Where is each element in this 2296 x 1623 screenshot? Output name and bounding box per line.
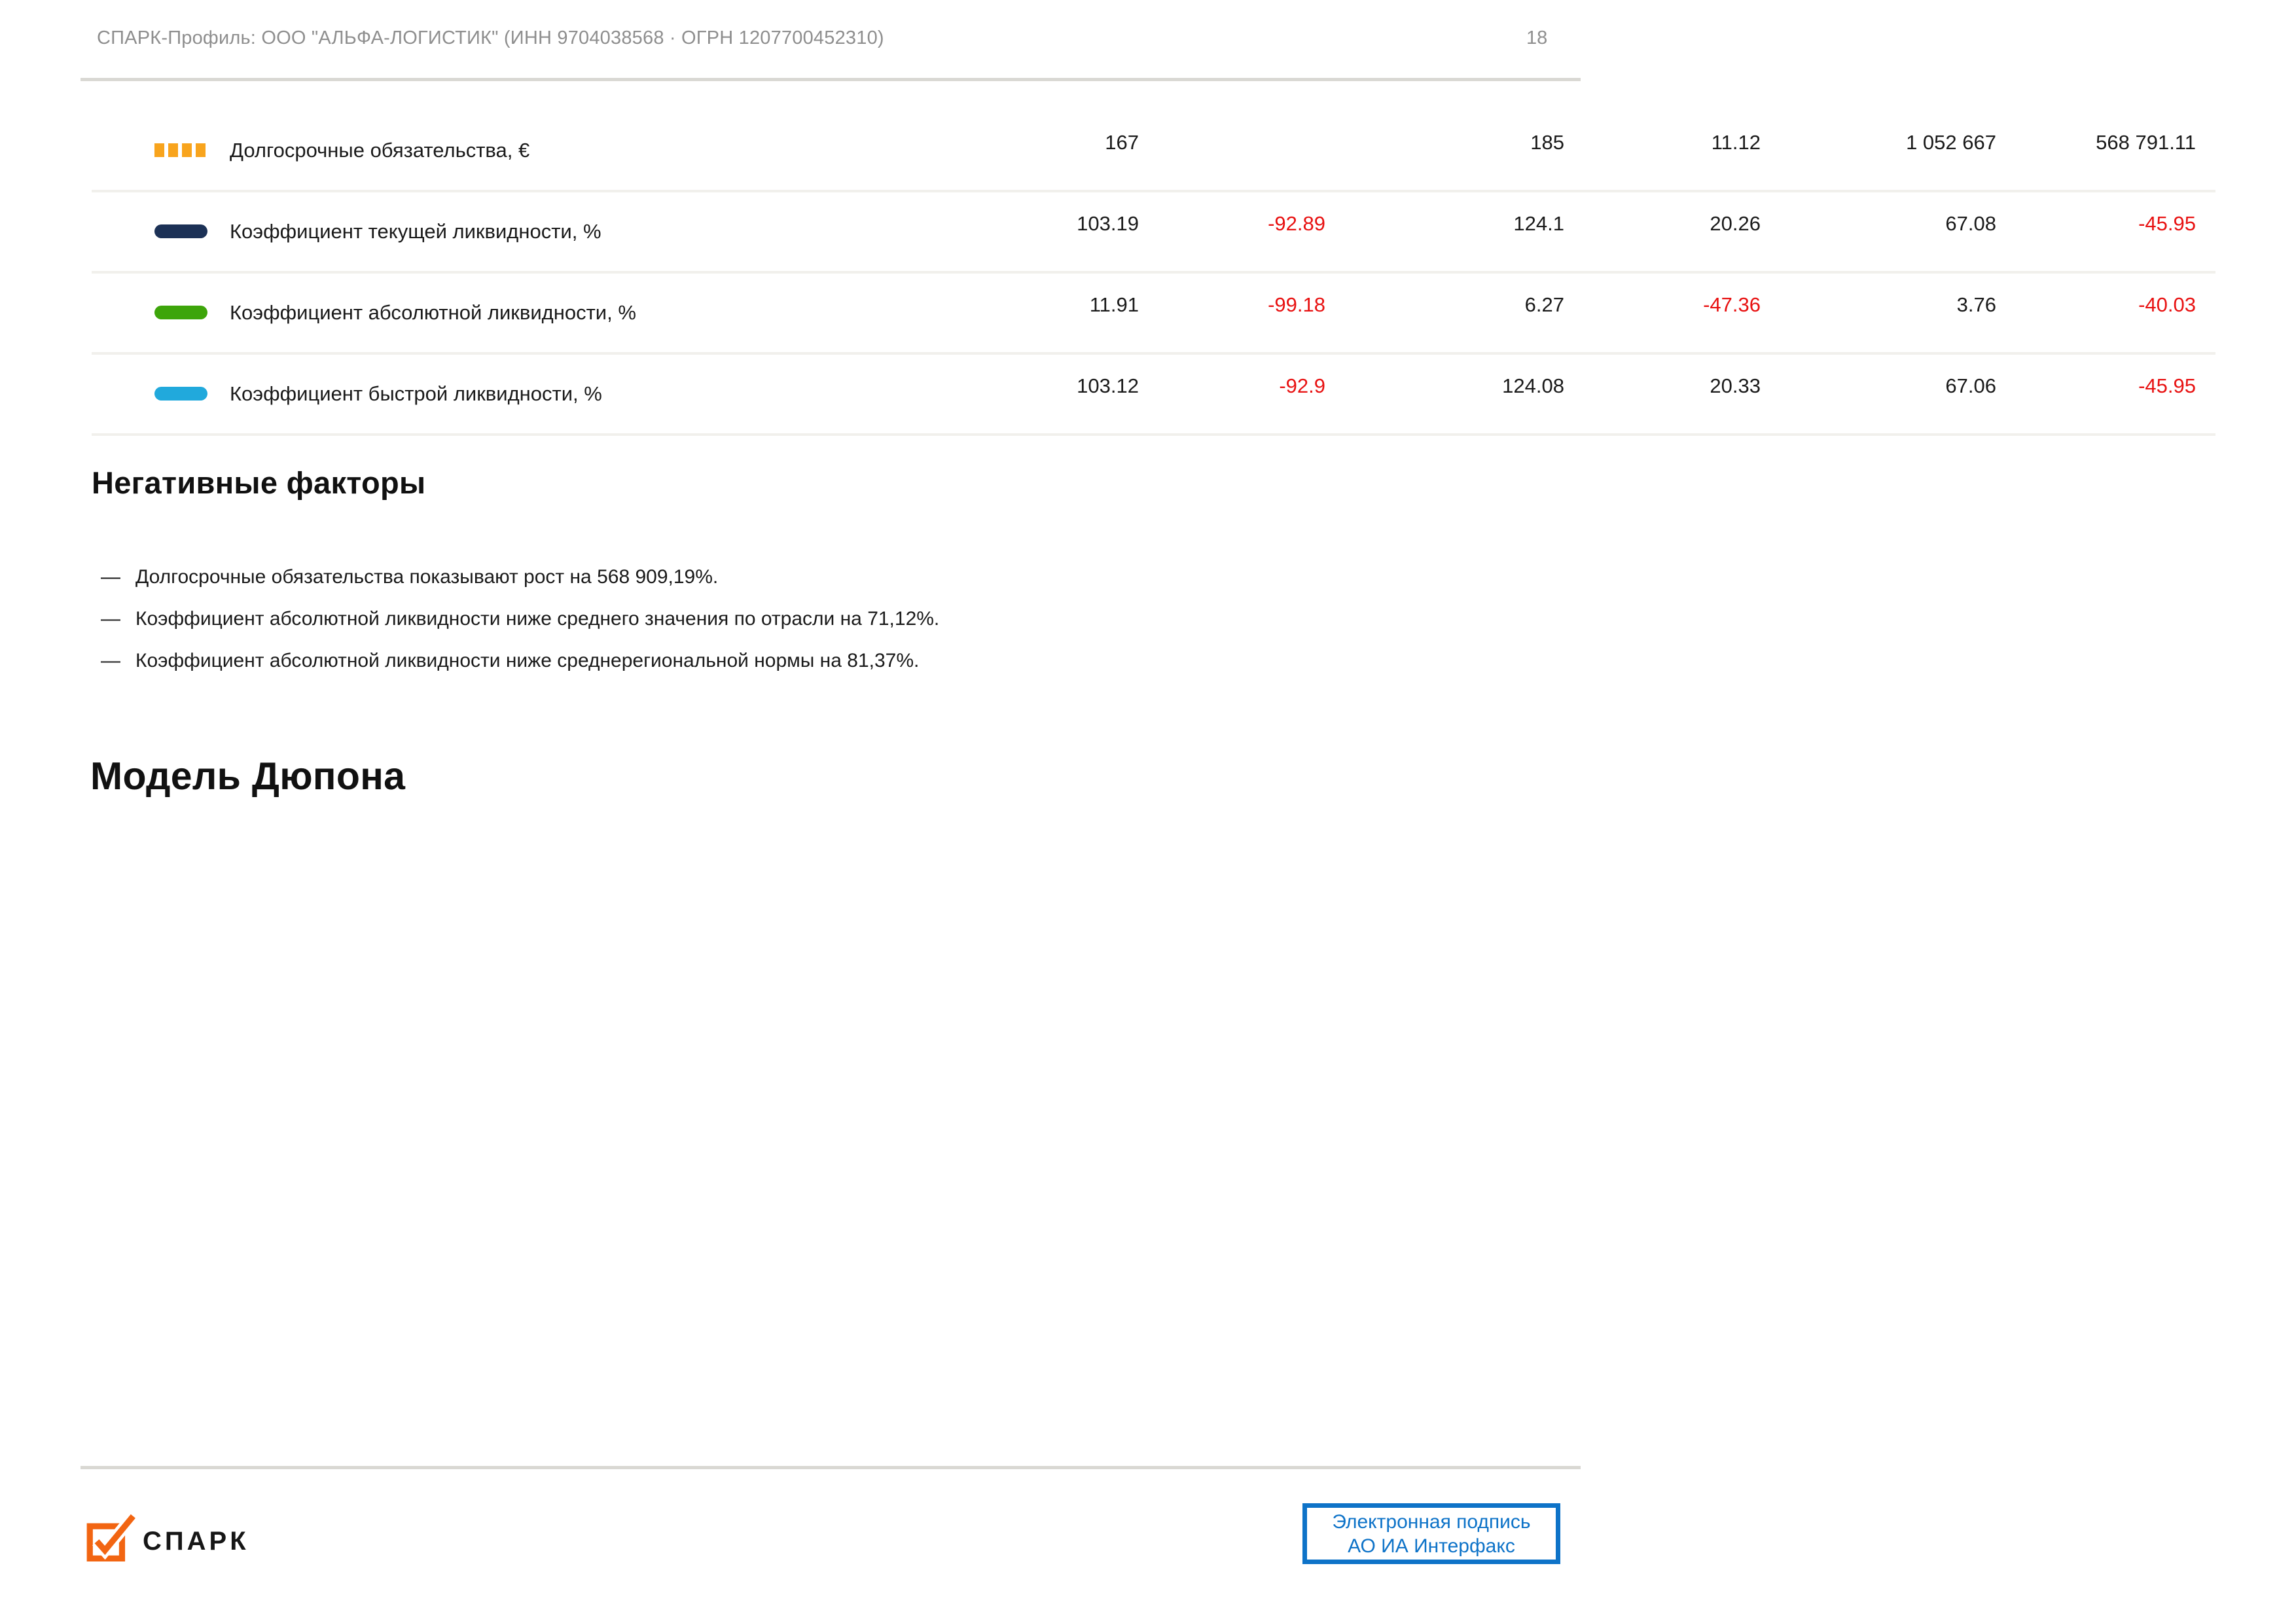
- value-cell: 103.12: [1077, 374, 1139, 397]
- electronic-signature-stamp: [1302, 1503, 1560, 1564]
- value-cell: -45.95: [2138, 374, 2196, 397]
- table-row: [92, 192, 2215, 274]
- value-cell: 20.33: [1710, 374, 1761, 397]
- dash-bullet-icon: —: [101, 650, 120, 671]
- negative-factors-list: [92, 556, 939, 682]
- table-row: [92, 355, 2215, 436]
- list-item: [92, 598, 939, 640]
- table-row: [92, 274, 2215, 355]
- legend-dashed-line-icon: [154, 143, 207, 157]
- row-label: Долгосрочные обязательства, €: [230, 139, 530, 162]
- signature-line: АО ИА Интерфакс: [1348, 1535, 1515, 1557]
- value-cell: 124.1: [1513, 212, 1564, 235]
- value-cell: 67.06: [1945, 374, 1996, 397]
- row-label: Коэффициент текущей ликвидности, %: [230, 220, 601, 243]
- signature-line: Электронная подпись: [1332, 1510, 1531, 1533]
- table-row: [92, 111, 2215, 192]
- legend-line-icon: [154, 224, 207, 238]
- header-divider: [81, 78, 1581, 81]
- list-item: [92, 640, 939, 682]
- value-cell: 568 791.11: [2096, 131, 2196, 154]
- value-cell: 67.08: [1945, 212, 1996, 235]
- legend-line-icon: [154, 306, 207, 319]
- list-item: [92, 556, 939, 598]
- row-label: Коэффициент абсолютной ликвидности, %: [230, 301, 636, 324]
- list-item-text: Долгосрочные обязательства показывают рост на 568 909,19%.: [135, 566, 719, 588]
- value-cell: -99.18: [1268, 293, 1325, 316]
- value-cell: 1 052 667: [1906, 131, 1996, 154]
- value-cell: -92.9: [1279, 374, 1325, 397]
- page-number: 18: [1526, 27, 1548, 48]
- row-label: Коэффициент быстрой ликвидности, %: [230, 382, 602, 405]
- legend-line-icon: [154, 387, 207, 401]
- negative-factors-title: Негативные факторы: [92, 465, 426, 500]
- value-cell: 185: [1530, 131, 1564, 154]
- value-cell: -40.03: [2138, 293, 2196, 316]
- value-cell: 124.08: [1502, 374, 1564, 397]
- list-item-text: Коэффициент абсолютной ликвидности ниже среднего значения по отрасли на 71,12%.: [135, 608, 940, 630]
- value-cell: 167: [1105, 131, 1139, 154]
- value-cell: -92.89: [1268, 212, 1325, 235]
- dupont-model-title: Модель Дюпона: [90, 755, 406, 798]
- list-item-text: Коэффициент абсолютной ликвидности ниже среднерегиональной нормы на 81,37%.: [135, 650, 920, 671]
- value-cell: 3.76: [1956, 293, 1996, 316]
- value-cell: 6.27: [1524, 293, 1564, 316]
- spark-logo: [84, 1509, 249, 1561]
- value-cell: 103.19: [1077, 212, 1139, 235]
- value-cell: -47.36: [1703, 293, 1761, 316]
- value-cell: -45.95: [2138, 212, 2196, 235]
- spark-checkbox-icon: [84, 1509, 136, 1561]
- header-title: СПАРК-Профиль: ООО "АЛЬФА-ЛОГИСТИК" (ИНН 9704038568 · ОГРН 1207700452310): [97, 27, 884, 48]
- spark-logo-text: СПАРК: [143, 1527, 249, 1556]
- dash-bullet-icon: —: [101, 566, 120, 588]
- footer-divider: [81, 1466, 1581, 1469]
- value-cell: 11.91: [1089, 293, 1139, 316]
- dash-bullet-icon: —: [101, 608, 120, 630]
- financial-indicators-table: [92, 111, 2215, 436]
- value-cell: 11.12: [1711, 131, 1761, 154]
- value-cell: 20.26: [1710, 212, 1761, 235]
